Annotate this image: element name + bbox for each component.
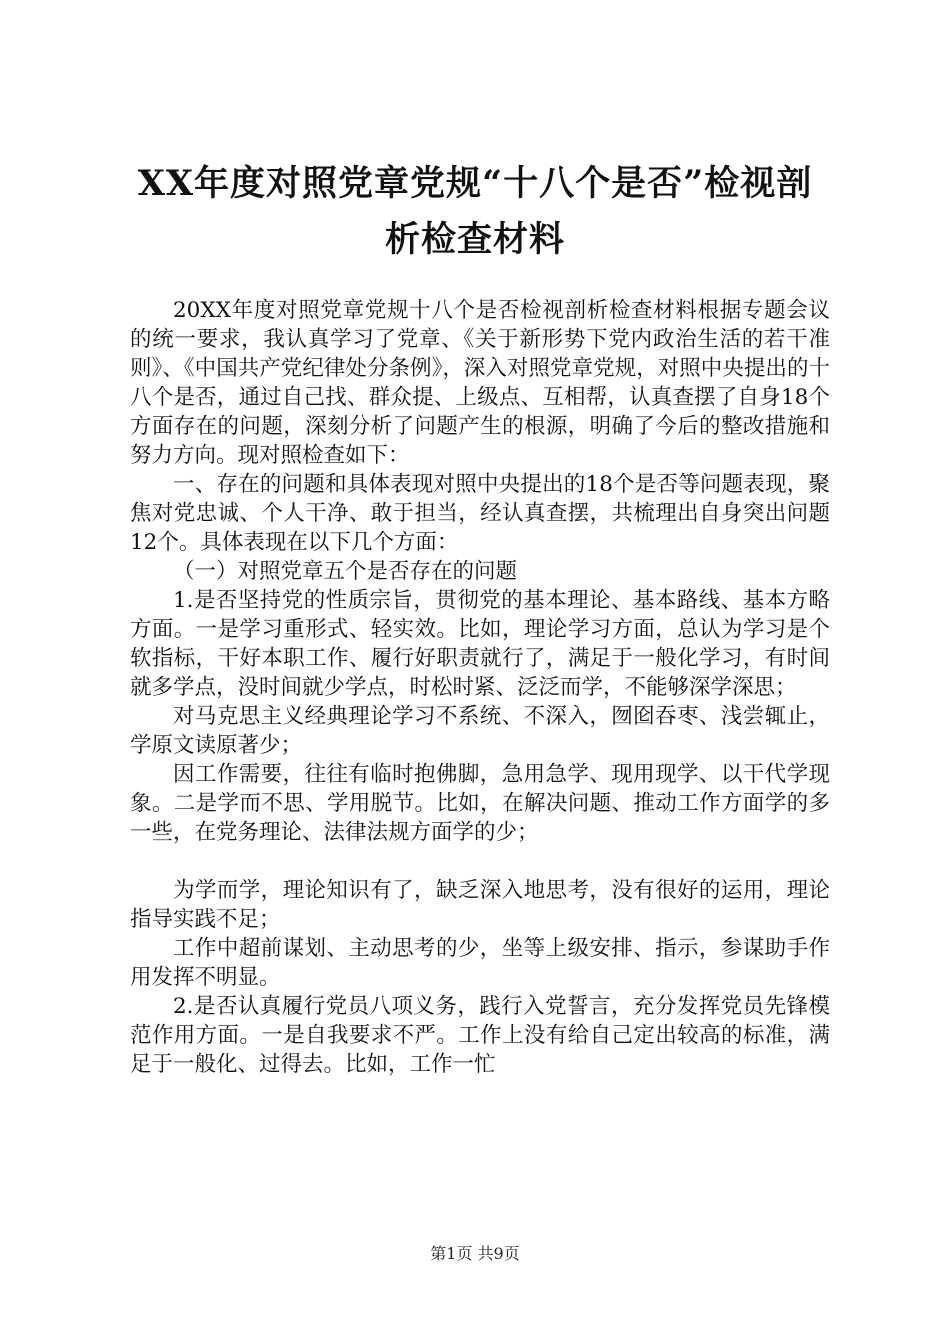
page-number-footer: 第1页 共9页 <box>430 1244 520 1263</box>
item-1-continuation-d: 工作中超前谋划、主动思考的少，坐等上级安排、指示，参谋助手作用发挥不明显。 <box>130 936 830 990</box>
section-one-paragraph: 一、存在的问题和具体表现对照中央提出的18个是否等问题表现，聚焦对党忠诚、个人干净、敢于担当，经认真查摆，共梳理出自身突出问题12个。具体表现在以下几个方面： <box>130 472 830 555</box>
document-title-line-1: XX年度对照党章党规“十八个是否”检视剖 <box>137 163 813 204</box>
item-1-continuation-b: 因工作需要，往往有临时抱佛脚，急用急学、现用现学、以干代学现象。二是学而不思、学用脱节。比如，在解决问题、推动工作方面学的多一些，在党务理论、法律法规方面学的少； <box>130 762 830 845</box>
item-2-paragraph: 2.是否认真履行党员八项义务，践行入党誓言，充分发挥党员先锋模范作用方面。一是自我要求不严。工作上没有给自己定出较高的标准，满足于一般化、过得去。比如，工作一忙 <box>130 994 830 1077</box>
item-1-continuation-c: 为学而学，理论知识有了，缺乏深入地思考，没有很好的运用，理论指导实践不足； <box>130 878 830 932</box>
document-title-line-2: 析检查材料 <box>384 219 565 260</box>
document-body <box>130 296 830 1079</box>
item-1-paragraph: 1.是否坚持党的性质宗旨，贯彻党的基本理论、基本路线、基本方略方面。一是学习重形式、轻实效。比如，理论学习方面，总认为学习是个软指标，干好本职工作、履行好职责就行了，满足于一般化学习，有时间就多学点，没时间就少学点，时松时紧、泛泛而学，不能够深学深思； <box>130 588 830 700</box>
subsection-heading: （一）对照党章五个是否存在的问题 <box>173 559 518 584</box>
item-1-continuation-a: 对马克思主义经典理论学习不系统、不深入，囫囵吞枣、浅尝辄止，学原文读原著少； <box>130 704 830 758</box>
intro-paragraph: 20XX年度对照党章党规十八个是否检视剖析检查材料根据专题会议的统一要求，我认真学习了党章、《关于新形势下党内政治生活的若干准则》、《中国共产党纪律处分条例》，深入对照党章党规，对照中央提出的十八个是否，通过自己找、群众提、上级点、互相帮，认真查摆了自身18个方面存在的问题，深刻分析了问题产生的根源，明确了今后的整改措施和努力方向。现对照检查如下： <box>130 298 830 468</box>
